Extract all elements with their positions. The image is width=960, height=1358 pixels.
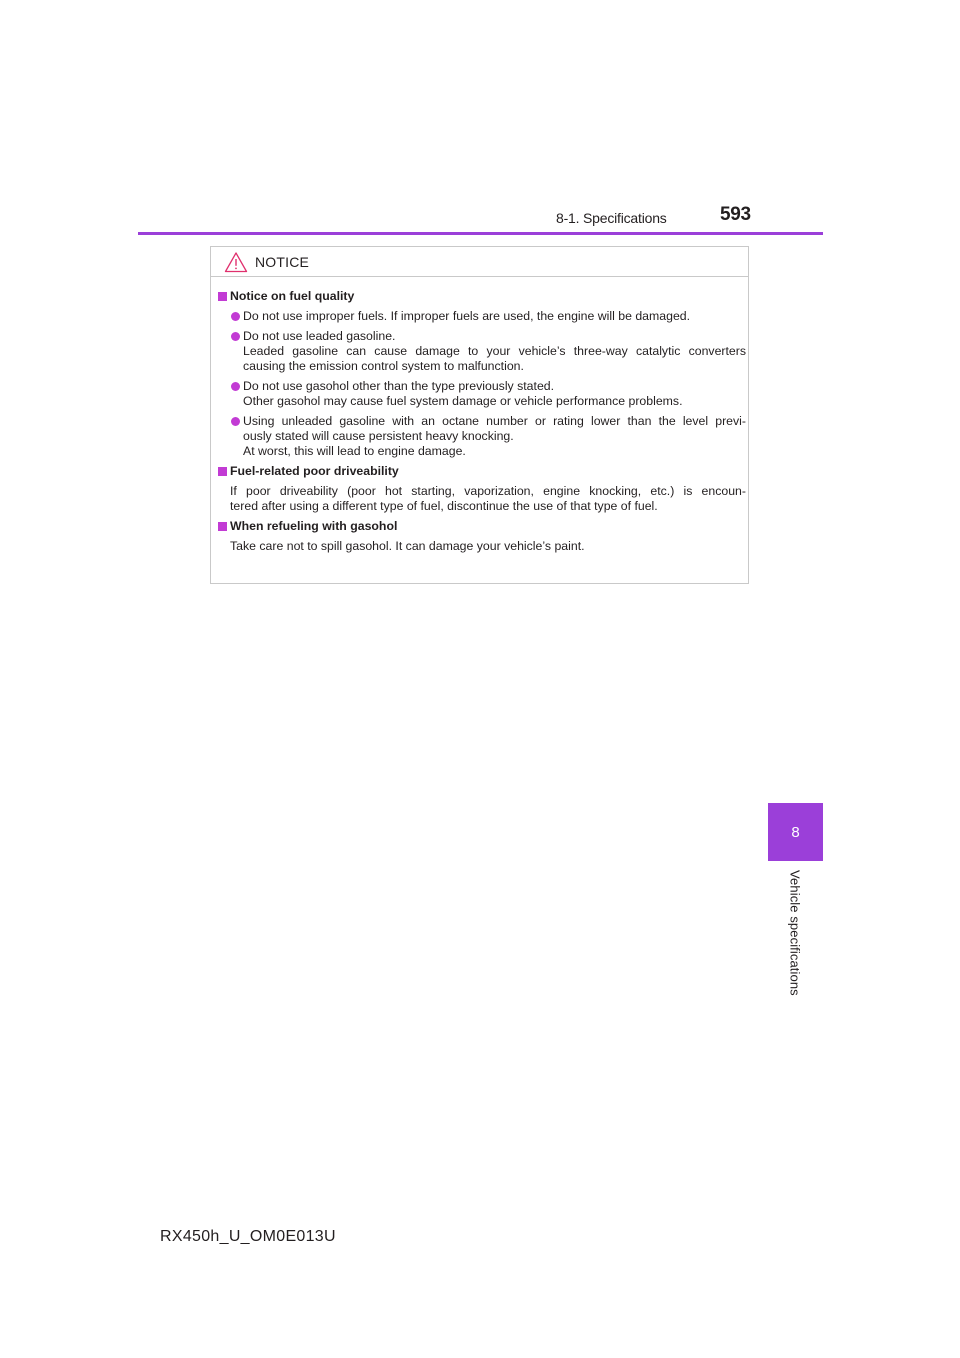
circle-bullet-icon [231,417,240,426]
header-rule [138,232,823,235]
list-item [218,379,746,409]
heading-text: Fuel-related poor driveability [230,464,399,478]
list-item [218,309,746,324]
paragraph [218,484,746,514]
chapter-label-text: Vehicle specifications [787,870,803,996]
notice-body [218,289,746,559]
paragraph [218,539,746,554]
list-item-text: At worst, this will lead to engine damage. [243,444,466,458]
chapter-label [784,870,806,1010]
square-bullet-icon [218,467,227,476]
list-item [218,329,746,374]
notice-box [210,246,749,584]
heading-text: When refueling with gasohol [230,519,398,533]
heading-text: Notice on fuel quality [230,289,355,303]
heading-poor-driveability [218,464,746,479]
list-item-text: Do not use improper fuels. If improper fuels are used, the engine will be damaged. [243,309,691,323]
page-number: 593 [720,204,751,225]
warning-triangle-icon [224,251,248,273]
paragraph-text: tered after using a different type of fuel, discontinue the use of that type of fuel. [230,499,658,513]
paragraph-text: If poor driveability (poor hot starting, vaporization, engine knocking, etc.) is encoun- [230,484,746,498]
square-bullet-icon [218,292,227,301]
circle-bullet-icon [231,332,240,341]
list-item-text: Leaded gasoline can cause damage to your vehicle’s three-way catalytic converters [243,344,746,358]
list-item [218,414,746,459]
chapter-tab [768,803,823,861]
list-item-text: causing the emission control system to malfunction. [243,359,524,373]
circle-bullet-icon [231,312,240,321]
list-item-text: Do not use leaded gasoline. [243,329,396,343]
notice-header [211,247,748,277]
list-item-text: Other gasohol may cause fuel system damage or vehicle performance problems. [243,394,683,408]
circle-bullet-icon [231,382,240,391]
list-item-text: Using unleaded gasoline with an octane number or rating lower than the level previ- [243,414,746,428]
heading-refueling-gasohol [218,519,746,534]
heading-fuel-quality [218,289,746,304]
manual-code: RX450h_U_OM0E013U [160,1228,336,1245]
square-bullet-icon [218,522,227,531]
chapter-number: 8 [791,823,800,841]
paragraph-text: Take care not to spill gasohol. It can damage your vehicle’s paint. [230,539,585,553]
section-title: 8-1. Specifications [556,210,667,226]
list-item-text: ously stated will cause persistent heavy knocking. [243,429,514,443]
list-item-text: Do not use gasohol other than the type previously stated. [243,379,555,393]
notice-title: NOTICE [255,254,310,270]
